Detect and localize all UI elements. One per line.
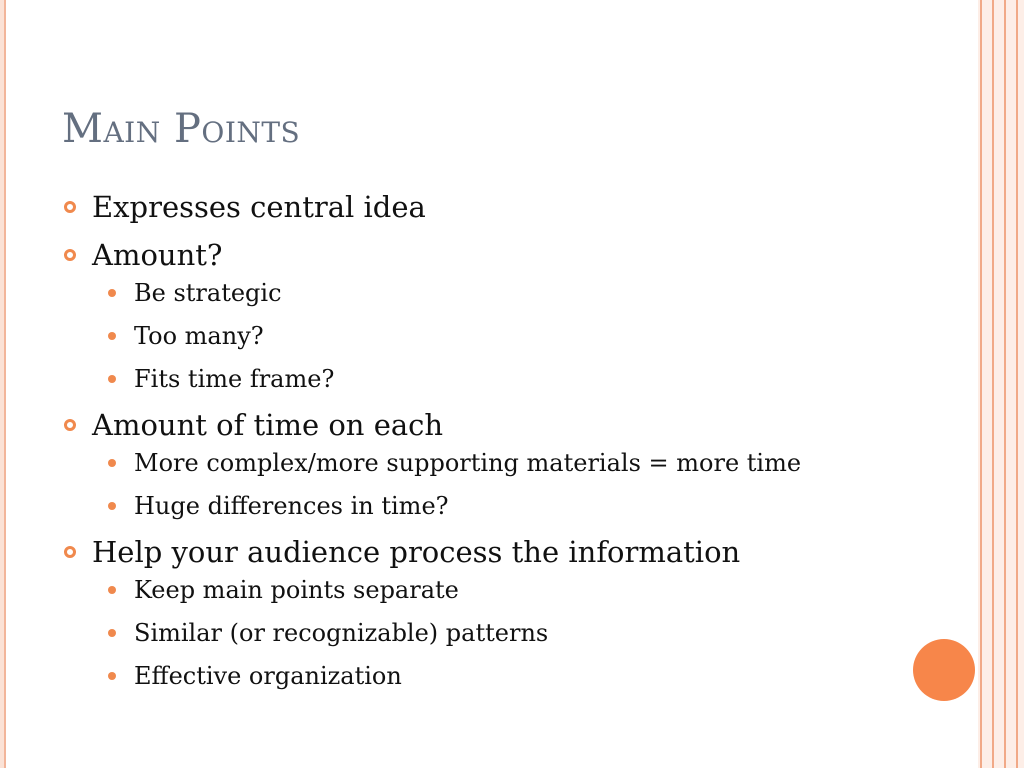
- sub-bullet-item: [92, 659, 842, 693]
- bullet-text: Amount of time on each: [92, 408, 444, 442]
- dot-bullet-icon: [108, 289, 116, 297]
- bullet-item: [62, 406, 842, 523]
- sub-bullet-text: Huge differences in time?: [134, 492, 449, 520]
- sub-bullet-item: [92, 489, 842, 523]
- slide-content: [62, 188, 842, 703]
- right-border-band: [978, 0, 1024, 768]
- bullet-item: [62, 236, 842, 396]
- bullet-text: Expresses central idea: [92, 190, 426, 224]
- left-border-decoration: [0, 0, 6, 768]
- sub-bullet-item: [92, 446, 842, 480]
- dot-bullet-icon: [108, 375, 116, 383]
- sub-bullet-text: Be strategic: [134, 279, 282, 307]
- band-stripe: [1004, 0, 1006, 768]
- sub-bullet-item: [92, 573, 842, 607]
- dot-bullet-icon: [108, 502, 116, 510]
- dot-bullet-icon: [108, 459, 116, 467]
- sub-bullet-text: More complex/more supporting materials = more time: [134, 449, 802, 477]
- ring-bullet-icon: [64, 546, 76, 558]
- dot-bullet-icon: [108, 672, 116, 680]
- sub-bullet-item: [92, 362, 842, 396]
- sub-bullet-text: Keep main points separate: [134, 576, 459, 604]
- band-stripe: [980, 0, 982, 768]
- sub-bullet-item: [92, 276, 842, 310]
- sub-bullet-text: Too many?: [134, 322, 264, 350]
- bullet-item: [62, 533, 842, 693]
- sub-bullet-text: Effective organization: [134, 662, 402, 690]
- dot-bullet-icon: [108, 629, 116, 637]
- dot-bullet-icon: [108, 332, 116, 340]
- slide-title: Main Points: [62, 106, 301, 152]
- sub-bullet-item: [92, 616, 842, 650]
- ring-bullet-icon: [64, 201, 76, 213]
- bullet-text: Amount?: [92, 238, 223, 272]
- sub-bullet-item: [92, 319, 842, 353]
- band-stripe: [992, 0, 994, 768]
- sub-bullet-text: Similar (or recognizable) patterns: [134, 619, 549, 647]
- sub-bullet-text: Fits time frame?: [134, 365, 335, 393]
- orange-circle-decoration: [913, 639, 975, 701]
- sub-bullet-list: [92, 446, 842, 523]
- bullet-list: [62, 188, 842, 693]
- bullet-text: Help your audience process the information: [92, 535, 741, 569]
- ring-bullet-icon: [64, 249, 76, 261]
- band-stripe: [1016, 0, 1018, 768]
- dot-bullet-icon: [108, 586, 116, 594]
- ring-bullet-icon: [64, 419, 76, 431]
- bullet-item: [62, 188, 842, 226]
- sub-bullet-list: [92, 573, 842, 693]
- sub-bullet-list: [92, 276, 842, 396]
